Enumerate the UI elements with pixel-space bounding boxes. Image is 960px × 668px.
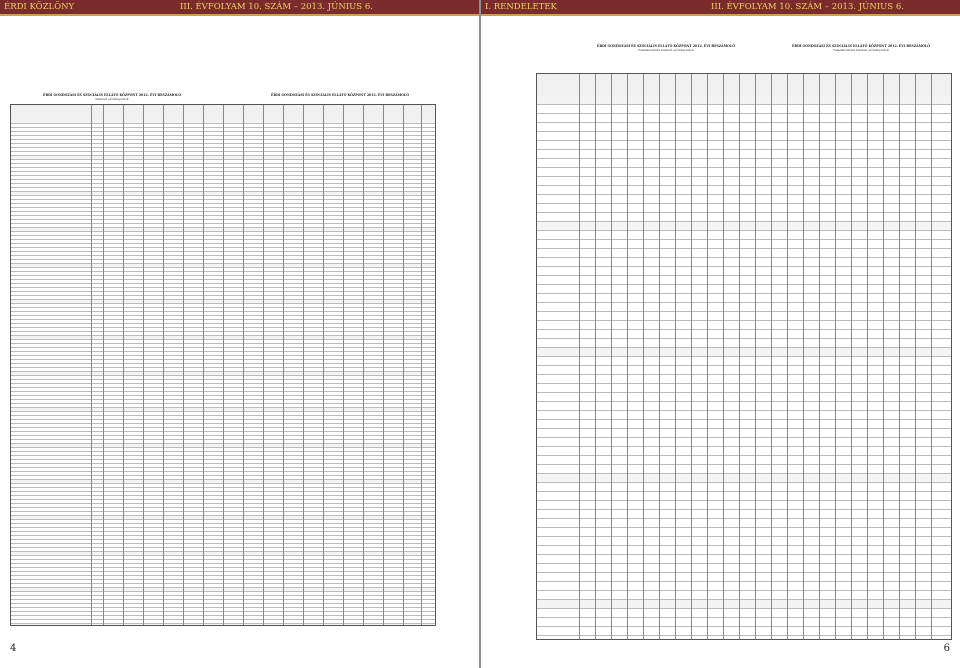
table-row [537,456,951,465]
table-row [537,114,951,123]
table-row [537,528,951,537]
table-row [537,492,951,501]
right-page-number: 6 [943,643,950,654]
right-table-subtitle: Feladatonként kiemelt előirányzatok [638,48,694,52]
table-row [537,546,951,555]
right-header-rule [481,14,960,16]
table-row [537,402,951,411]
right-page [481,0,960,668]
table-row [537,105,951,114]
table-row [537,510,951,519]
right-header [481,0,960,14]
table-row [537,348,951,357]
table-row [537,438,951,447]
table-row [537,393,951,402]
table-row [537,519,951,528]
left-header-issue: III. ÉVFOLYAM 10. SZÁM – 2013. JÚNIUS 6. [180,2,373,12]
table-row [537,564,951,573]
table-row [537,636,951,640]
table-row [537,591,951,600]
table-row [537,330,951,339]
table-row [537,447,951,456]
table-row [537,366,951,375]
table-row [537,384,951,393]
right-table2-title: ÉRDI GONDOZÁSI ÉS SZOCIÁLIS ELLÁTÓ KÖZPONT 2012. ÉVI BESZÁMOLÓ [792,44,930,48]
table-row [537,582,951,591]
table-row [537,537,951,546]
table-row [537,231,951,240]
table-row [537,213,951,222]
table-row [537,186,951,195]
left-data-table [10,104,436,626]
table-row [537,339,951,348]
table-row [537,294,951,303]
table-row [537,177,951,186]
table-row [537,420,951,429]
table-row [537,357,951,366]
table-row [537,141,951,150]
table-row [537,555,951,564]
table-row [537,249,951,258]
table-row [537,627,951,636]
left-header [0,0,479,14]
table-row [537,465,951,474]
table-row [537,618,951,627]
table-row [537,240,951,249]
table-row [537,321,951,330]
table-row [537,276,951,285]
table-row [537,123,951,132]
table-row [537,96,951,105]
right-table-header [537,74,951,97]
table-row [537,411,951,420]
table-row [537,312,951,321]
table-row [537,222,951,231]
table-row [537,267,951,276]
right-header-title: I. RENDELETEK [485,2,557,12]
table-row [537,474,951,483]
left-page [0,0,479,668]
table-row [537,204,951,213]
table-row [537,573,951,582]
table-row [537,285,951,294]
table-row [537,483,951,492]
table-row [537,303,951,312]
left-table-subtitle: Kiemelt előirányzatok [95,97,129,101]
left-header-rule [0,14,479,16]
table-row [537,159,951,168]
table-row [537,150,951,159]
right-header-issue: III. ÉVFOLYAM 10. SZÁM – 2013. JÚNIUS 6. [711,2,904,12]
table-row [537,132,951,141]
table-row [537,600,951,609]
table-row [537,168,951,177]
right-table-rows [537,96,951,640]
left-header-title: ÉRDI KÖZLÖNY [4,2,75,12]
table-row [537,609,951,618]
right-data-table [536,73,952,640]
table-row [537,501,951,510]
table-row [537,258,951,267]
table-row [537,195,951,204]
right-table2-subtitle: Feladatonként kiemelt előirányzatok [833,48,889,52]
left-table2-title: ÉRDI GONDOZÁSI ÉS SZOCIÁLIS ELLÁTÓ KÖZPONT 2012. ÉVI BESZÁMOLÓ [271,93,409,97]
table-row [537,375,951,384]
table-row [537,429,951,438]
right-table-title: ÉRDI GONDOZÁSI ÉS SZOCIÁLIS ELLÁTÓ KÖZPONT 2012. ÉVI BESZÁMOLÓ [597,44,735,48]
left-table-title: ÉRDI GONDOZÁSI ÉS SZOCIÁLIS ELLÁTÓ KÖZPONT 2012. ÉVI BESZÁMOLÓ [43,93,181,97]
left-page-number: 4 [10,643,17,654]
